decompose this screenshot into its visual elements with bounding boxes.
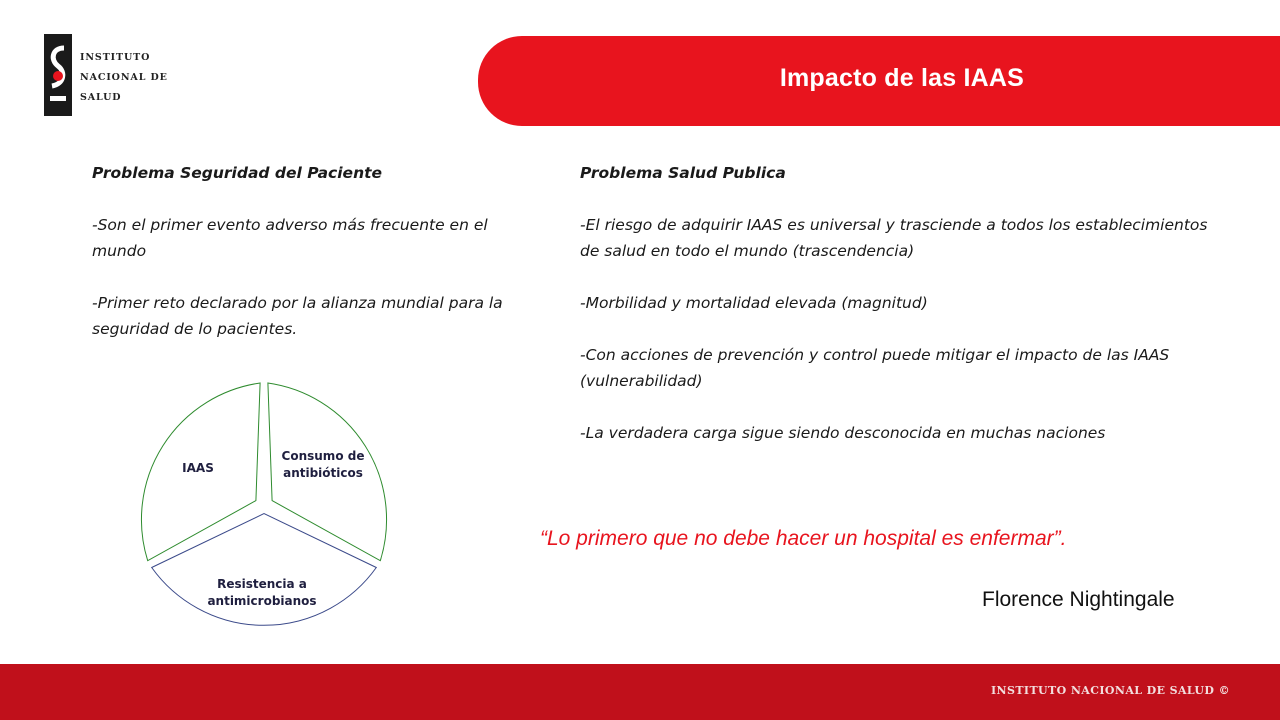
- ins-logo-icon: [44, 34, 72, 116]
- slide-title: Impacto de las IAAS: [779, 64, 1024, 92]
- public-health-heading: Problema Salud Publica: [580, 164, 786, 182]
- patient-safety-point-1: -Son el primer evento adverso más frecuente en el mundo: [92, 216, 488, 260]
- institute-logo: [44, 34, 168, 118]
- patient-safety-point-2: -Primer reto declarado por la alianza mundial para la seguridad de lo pacientes.: [92, 294, 503, 338]
- patient-safety-heading: Problema Seguridad del Paciente: [92, 164, 383, 182]
- cycle-label-resistencia-line-2: antimicrobianos: [207, 594, 317, 608]
- cycle-label-consumo-line-1: Consumo de: [281, 449, 365, 463]
- cycle-label-resistencia-line-1: Resistencia a: [217, 577, 307, 591]
- footer-copyright: INSTITUTO NACIONAL DE SALUD ©: [990, 684, 1230, 697]
- public-health-point-4: -La verdadera carga sigue siendo desconocida en muchas naciones: [580, 424, 1106, 442]
- public-health-column: [580, 160, 1220, 446]
- cycle-diagram: [120, 375, 420, 640]
- public-health-point-3: -Con acciones de prevención y control puede mitigar el impacto de las IAAS (vulnerabilidad): [580, 346, 1170, 390]
- quote-author: Florence Nightingale: [982, 588, 1175, 611]
- title-banner: [478, 36, 1280, 126]
- cycle-label-iaas: IAAS: [182, 461, 214, 475]
- public-health-point-1: -El riesgo de adquirir IAAS es universal y trasciende a todos los establecimientos de salud en todo el mundo (trascendencia): [580, 216, 1208, 260]
- cycle-label-consumo-line-2: antibióticos: [283, 466, 363, 480]
- logo-text-line-1: INSTITUTO: [80, 52, 151, 63]
- nightingale-quote: “Lo primero que no debe hacer un hospital es enfermar”.: [540, 527, 1067, 550]
- patient-safety-column: [92, 160, 512, 342]
- footer-bar: [0, 664, 1280, 720]
- public-health-point-2: -Morbilidad y mortalidad elevada (magnitud): [580, 294, 928, 312]
- logo-text-line-3: SALUD: [80, 92, 122, 103]
- logo-text-line-2: NACIONAL DE: [80, 72, 168, 83]
